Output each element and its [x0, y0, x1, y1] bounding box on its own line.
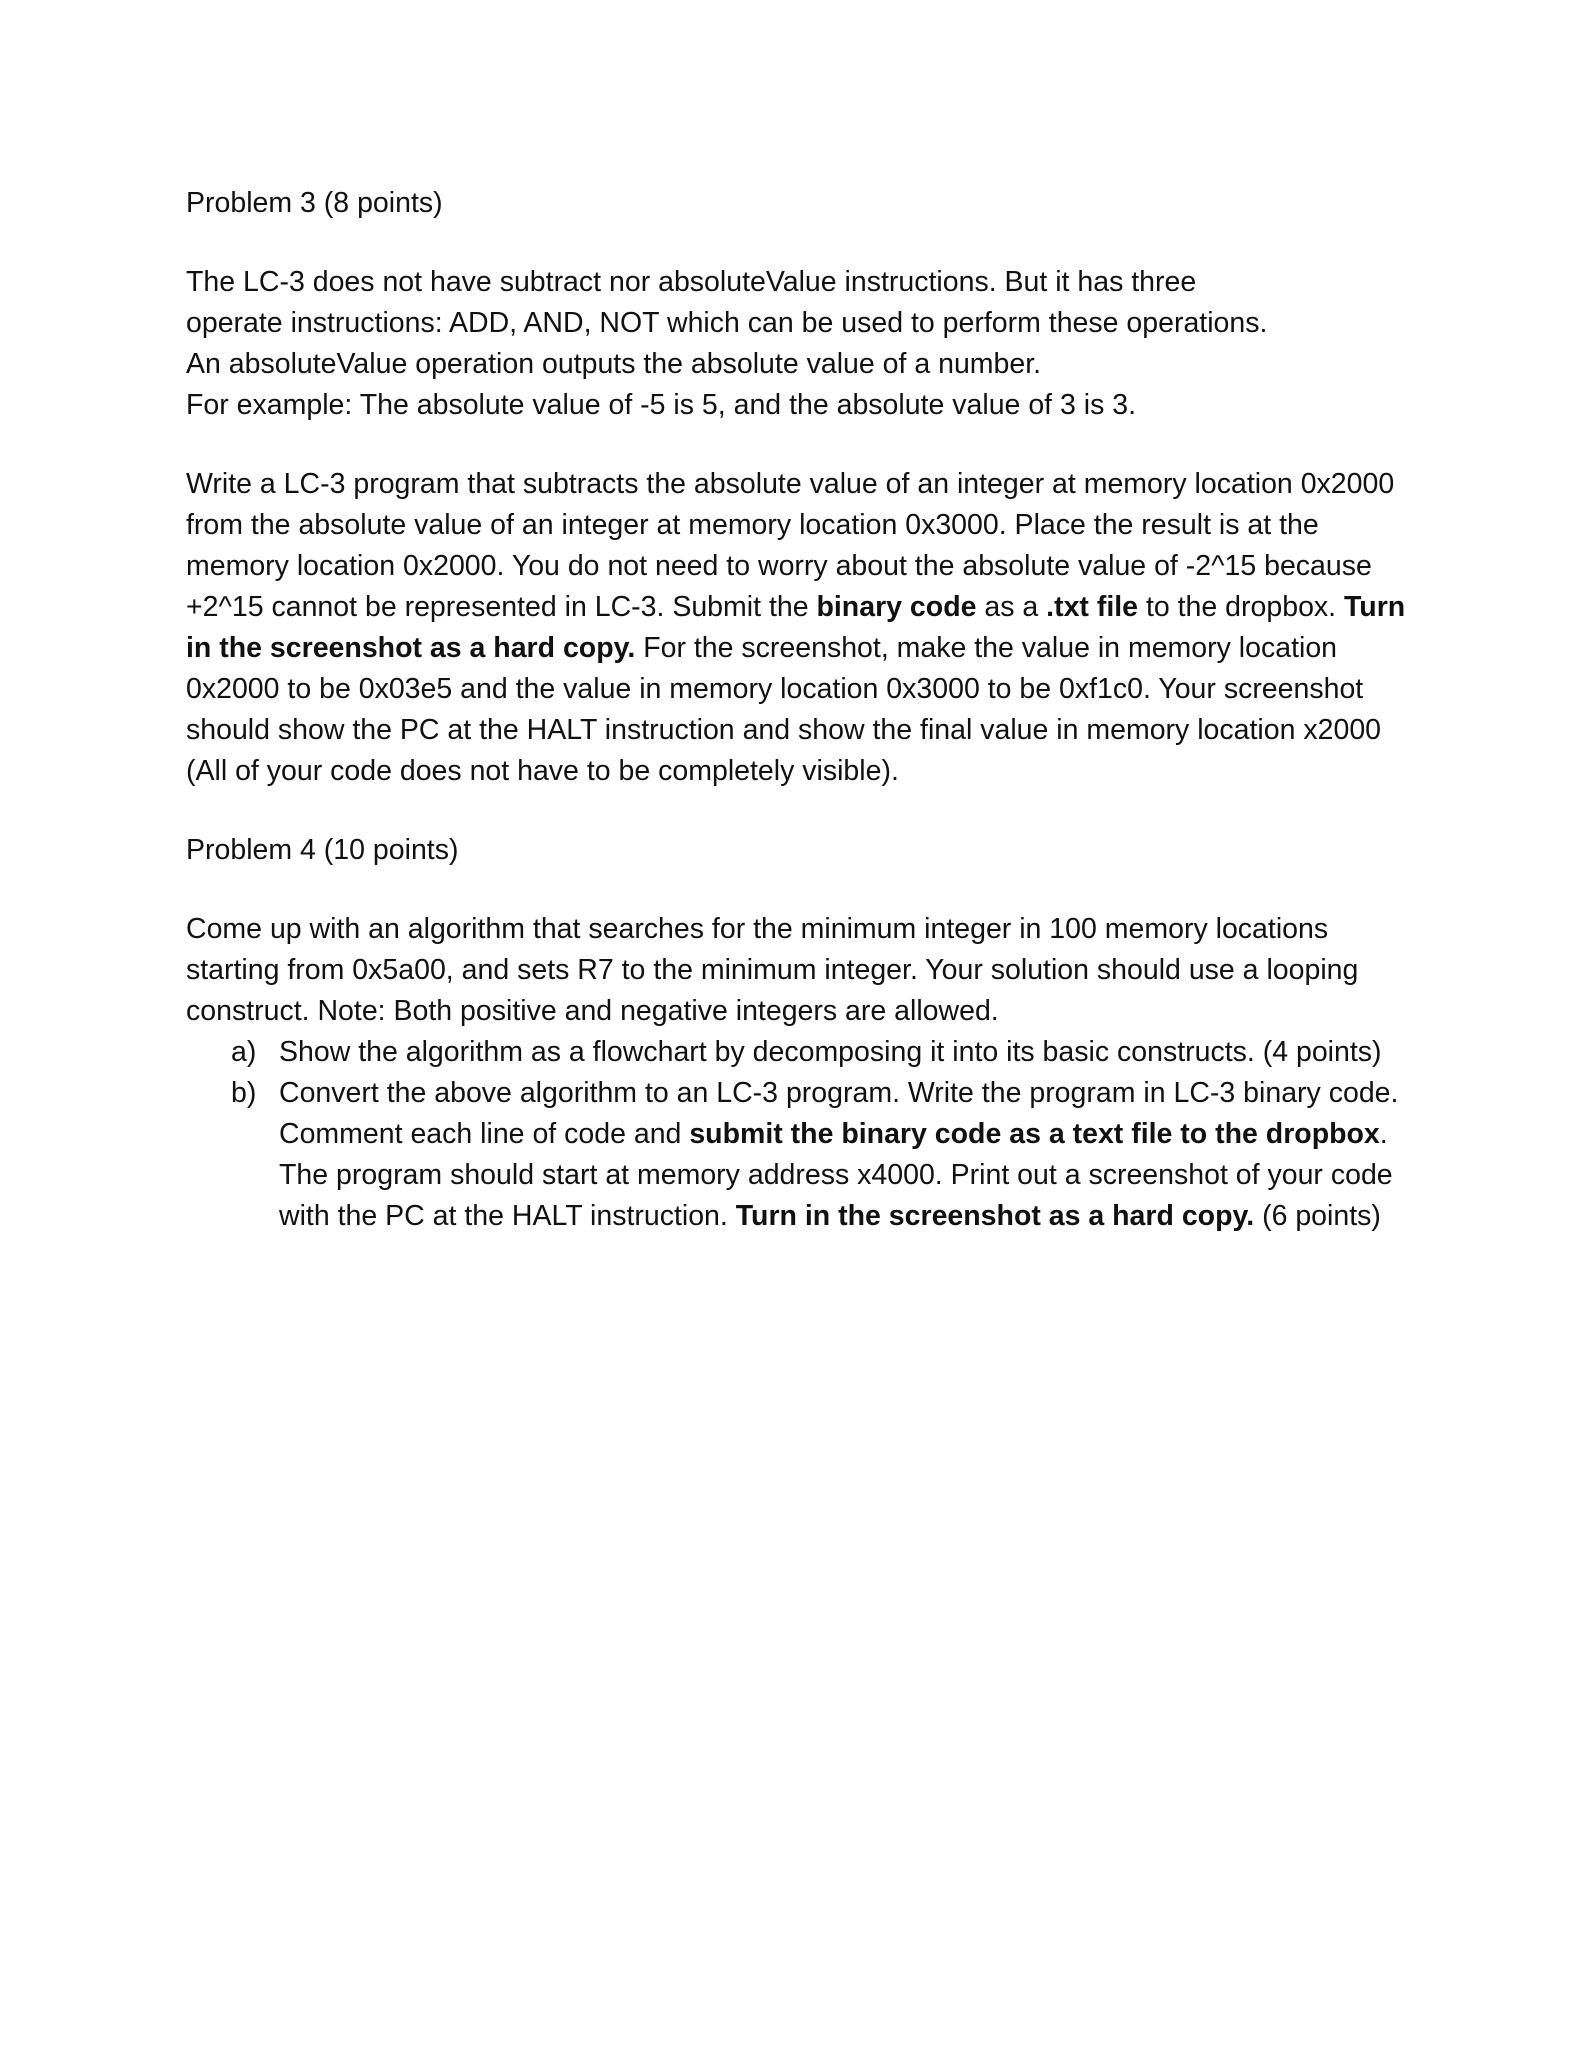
problem-4-item-a	[231, 1032, 1416, 1073]
problem-3-task-text: Write a LC-3 program that subtracts the absolute value of an integer at memory location 0x2000 from the absolute value of an integer at memory location 0x3000. Place the result is at the memory location 0x2000. You do not need to worry about the absolute value of -2^15 because +2^15 cannot be represented in LC-3. Submit the	[186, 468, 1395, 623]
problem-3-intro-line: The LC-3 does not have subtract nor absoluteValue instructions. But it has three	[186, 266, 1197, 298]
problem-4-item-b-text: . The program should start at memory address x4000. Print out a screenshot of your code with the PC at the HALT instruction.	[279, 1118, 1393, 1232]
problem-4-subparts	[186, 1032, 1416, 1237]
problem-3-intro-line: For example: The absolute value of -5 is 5, and the absolute value of 3 is 3.	[186, 389, 1137, 421]
problem-3-task-text: For the screenshot, make the value in memory location 0x2000 to be 0x03e5 and the value in memory location 0x3000 to be 0xf1c0. Your screenshot should show the PC at the HALT instruction and show the final value in memory location x2000 (All of your code does not have to be completely visible).	[186, 632, 1382, 787]
problem-3-task-text: as a	[976, 591, 1047, 623]
problem-4-heading: Problem 4 (10 points)	[186, 834, 459, 866]
spacer	[186, 792, 1416, 830]
document-page	[186, 183, 1416, 1237]
problem-3-task-bold: .txt file	[1046, 591, 1139, 623]
problem-3-intro	[186, 262, 1416, 426]
problem-3-task-bold: Turn in the screenshot as a hard copy.	[186, 591, 1406, 664]
list-marker: b)	[231, 1077, 257, 1109]
problem-4-item-b-bold: submit the binary code as a text file to the dropbox	[689, 1118, 1380, 1150]
problem-3-task	[186, 464, 1416, 792]
problem-4-item-b-text: (6 points)	[1254, 1200, 1381, 1232]
problem-3-intro-line: An absoluteValue operation outputs the absolute value of a number.	[186, 348, 1042, 380]
problem-4-item-b-bold: Turn in the screenshot as a hard copy.	[735, 1200, 1255, 1232]
problem-3-intro-line: operate instructions: ADD, AND, NOT which can be used to perform these operations.	[186, 307, 1268, 339]
problem-4-intro: Come up with an algorithm that searches for the minimum integer in 100 memory locations starting from 0x5a00, and sets R7 to the minimum integer. Your solution should use a looping construct. Note: Both positive and negative integers are allowed.	[186, 913, 1359, 1027]
spacer	[186, 871, 1416, 909]
problem-3-task-text: to the dropbox.	[1138, 591, 1345, 623]
problem-4-item-b	[231, 1073, 1416, 1237]
spacer	[186, 224, 1416, 262]
problem-3-task-bold: binary code	[816, 591, 977, 623]
problem-3-heading: Problem 3 (8 points)	[186, 187, 443, 219]
problem-4-item-b-text: Convert the above algorithm to an LC-3 program. Write the program in LC-3 binary code. Comment each line of code and	[279, 1077, 1399, 1150]
problem-4-item-a-text: Show the algorithm as a flowchart by decomposing it into its basic constructs. (4 points)	[279, 1036, 1382, 1068]
spacer	[186, 426, 1416, 464]
list-marker: a)	[231, 1036, 257, 1068]
